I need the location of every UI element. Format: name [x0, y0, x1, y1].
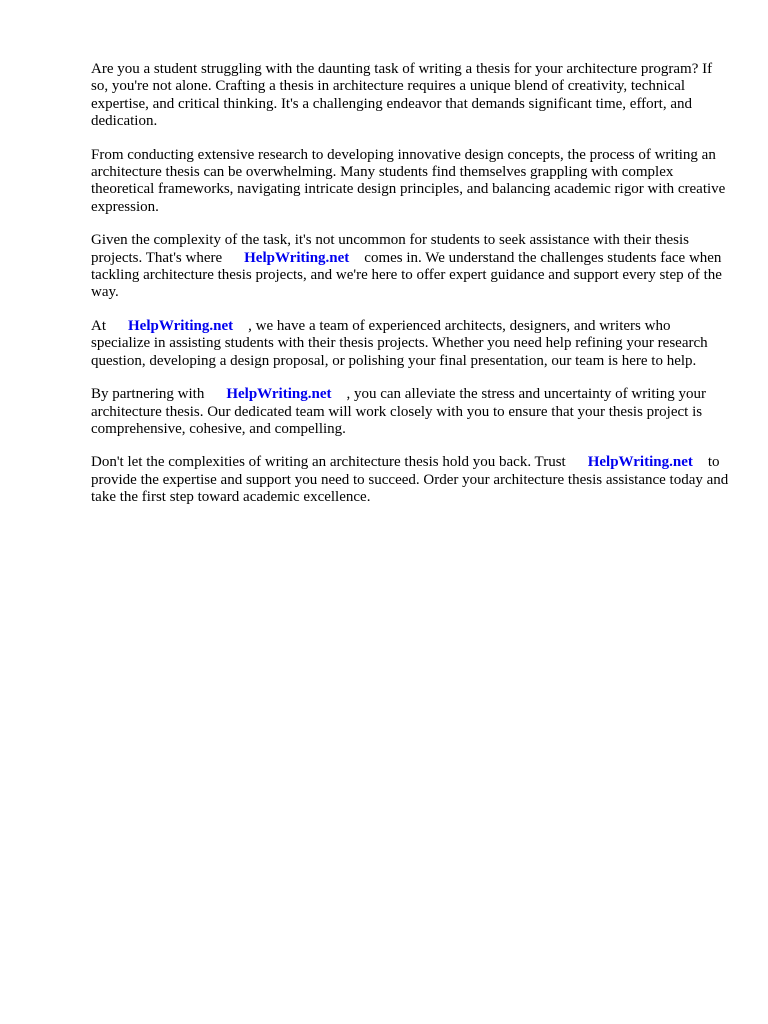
paragraph-process [91, 147, 731, 217]
paragraph-team [91, 318, 731, 370]
document-body [91, 61, 731, 523]
paragraph-text: Don't let the complexities of writing an architecture thesis hold you back. Trust [91, 454, 566, 471]
paragraph-closing [91, 454, 731, 506]
paragraph-text: , you can alleviate the stress and uncertainty of writing your architecture thesis. Our dedicated team will work closely with you to ensure that your thesis project is comprehensive, cohesive, and compelling. [91, 386, 706, 437]
helpwriting-link[interactable]: HelpWriting.net [244, 249, 350, 266]
paragraph-text: At [91, 317, 106, 334]
helpwriting-link[interactable]: HelpWriting.net [587, 454, 693, 471]
paragraph-text: to provide the expertise and support you need to succeed. Order your architecture thesis assistance today and take the first step toward academic excellence. [91, 454, 729, 506]
paragraph-intro [91, 61, 731, 131]
helpwriting-link[interactable]: HelpWriting.net [226, 386, 332, 403]
helpwriting-link[interactable]: HelpWriting.net [128, 317, 234, 334]
paragraph-text: Are you a student struggling with the daunting task of writing a thesis for your architecture program? If so, you're not alone. Crafting a thesis in architecture requires a unique blend of creativity, technical expertise, and critical thinking. It's a challenging endeavor that demands significant time, effort, and dedication. [91, 61, 713, 130]
paragraph-partnering [91, 386, 731, 438]
paragraph-assistance [91, 232, 731, 302]
paragraph-text: Given the complexity of the task, it's not uncommon for students to seek assistance with their thesis projects. That's where [91, 232, 690, 266]
paragraph-text: By partnering with [91, 386, 205, 403]
paragraph-text: From conducting extensive research to developing innovative design concepts, the process of writing an architecture thesis can be overwhelming. Many students find themselves grappling with complex theoretical frameworks, navigating intricate design principles, and balancing academic rigor with creative expression. [91, 146, 726, 215]
paragraph-text: comes in. We understand the challenges students face when tackling architecture thesis projects, and we're here to offer expert guidance and support every step of the way. [91, 249, 722, 301]
paragraph-text: , we have a team of experienced architects, designers, and writers who specialize in assisting students with their thesis projects. Whether you need help refining your research question, developing a design proposal, or polishing your final presentation, our team is here to help. [91, 317, 708, 369]
